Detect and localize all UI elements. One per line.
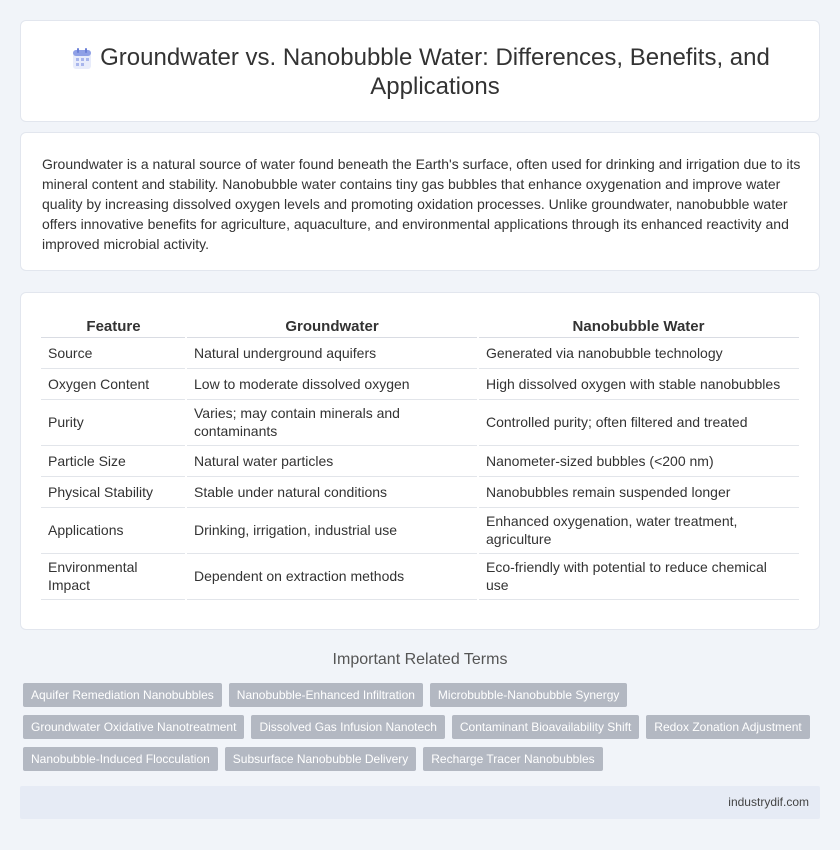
related-term-tag[interactable]: Nanobubble-Induced Flocculation <box>23 747 218 771</box>
related-term-tag[interactable]: Aquifer Remediation Nanobubbles <box>23 683 222 707</box>
table-cell: Generated via nanobubble technology <box>478 337 799 368</box>
related-term-tag[interactable]: Dissolved Gas Infusion Nanotech <box>251 715 444 739</box>
table-cell: Natural water particles <box>186 445 478 476</box>
related-term-tag[interactable]: Subsurface Nanobubble Delivery <box>225 747 416 771</box>
table-cell: Dependent on extraction methods <box>186 553 478 599</box>
table-cell: Drinking, irrigation, industrial use <box>186 507 478 553</box>
related-terms-heading: Important Related Terms <box>332 651 508 668</box>
table-cell: Purity <box>41 399 186 445</box>
table-row <box>41 507 799 553</box>
related-terms-list <box>23 683 823 771</box>
related-term-tag[interactable]: Contaminant Bioavailability Shift <box>452 715 639 739</box>
table-cell: Nanobubbles remain suspended longer <box>478 476 799 507</box>
related-term-tag[interactable]: Redox Zonation Adjustment <box>646 715 809 739</box>
intro-paragraph: Groundwater is a natural source of water found beneath the Earth's surface, often used for drinking and irrigation due to its mineral content and stability. Nanobubble water contains tiny gas bubbles that enhance oxygenation and improve water quality by increasing dissolved oxygen levels and promoting oxidation processes. Unlike groundwater, nanobubble water offers innovative benefits for agriculture, aquaculture, and environmental applications through its enhanced reactivity and improved microbial activity. <box>42 156 801 252</box>
table-cell: Oxygen Content <box>41 368 186 399</box>
table-cell: Stable under natural conditions <box>186 476 478 507</box>
table-cell: High dissolved oxygen with stable nanobubbles <box>478 368 799 399</box>
table-row <box>41 553 799 599</box>
table-cell: Nanometer-sized bubbles (<200 nm) <box>478 445 799 476</box>
table-cell: Particle Size <box>41 445 186 476</box>
table-row <box>41 476 799 507</box>
related-term-tag[interactable]: Microbubble-Nanobubble Synergy <box>430 683 627 707</box>
table-cell: Controlled purity; often filtered and treated <box>478 399 799 445</box>
table-cell: Physical Stability <box>41 476 186 507</box>
comparison-card <box>20 292 820 630</box>
column-header: Groundwater <box>186 315 478 337</box>
related-term-tag[interactable]: Recharge Tracer Nanobubbles <box>423 747 602 771</box>
column-header: Nanobubble Water <box>478 315 799 337</box>
intro-card <box>20 132 820 271</box>
page-title: Groundwater vs. Nanobubble Water: Differences, Benefits, and Applications <box>100 44 770 100</box>
comparison-table <box>41 315 799 600</box>
column-header: Feature <box>41 315 186 337</box>
table-row <box>41 337 799 368</box>
table-cell: Environmental Impact <box>41 553 186 599</box>
table-cell: Low to moderate dissolved oxygen <box>186 368 478 399</box>
table-cell: Enhanced oxygenation, water treatment, agriculture <box>478 507 799 553</box>
table-header-row <box>41 315 799 337</box>
table-cell: Varies; may contain minerals and contaminants <box>186 399 478 445</box>
table-row <box>41 445 799 476</box>
footer <box>20 786 820 819</box>
table-row <box>41 368 799 399</box>
title-card <box>20 20 820 122</box>
table-cell: Eco-friendly with potential to reduce chemical use <box>478 553 799 599</box>
table-cell: Source <box>41 337 186 368</box>
table-cell: Natural underground aquifers <box>186 337 478 368</box>
table-row <box>41 399 799 445</box>
table-cell: Applications <box>41 507 186 553</box>
related-term-tag[interactable]: Groundwater Oxidative Nanotreatment <box>23 715 244 739</box>
footer-site-link[interactable]: industrydif.com <box>728 795 809 809</box>
related-term-tag[interactable]: Nanobubble-Enhanced Infiltration <box>229 683 423 707</box>
